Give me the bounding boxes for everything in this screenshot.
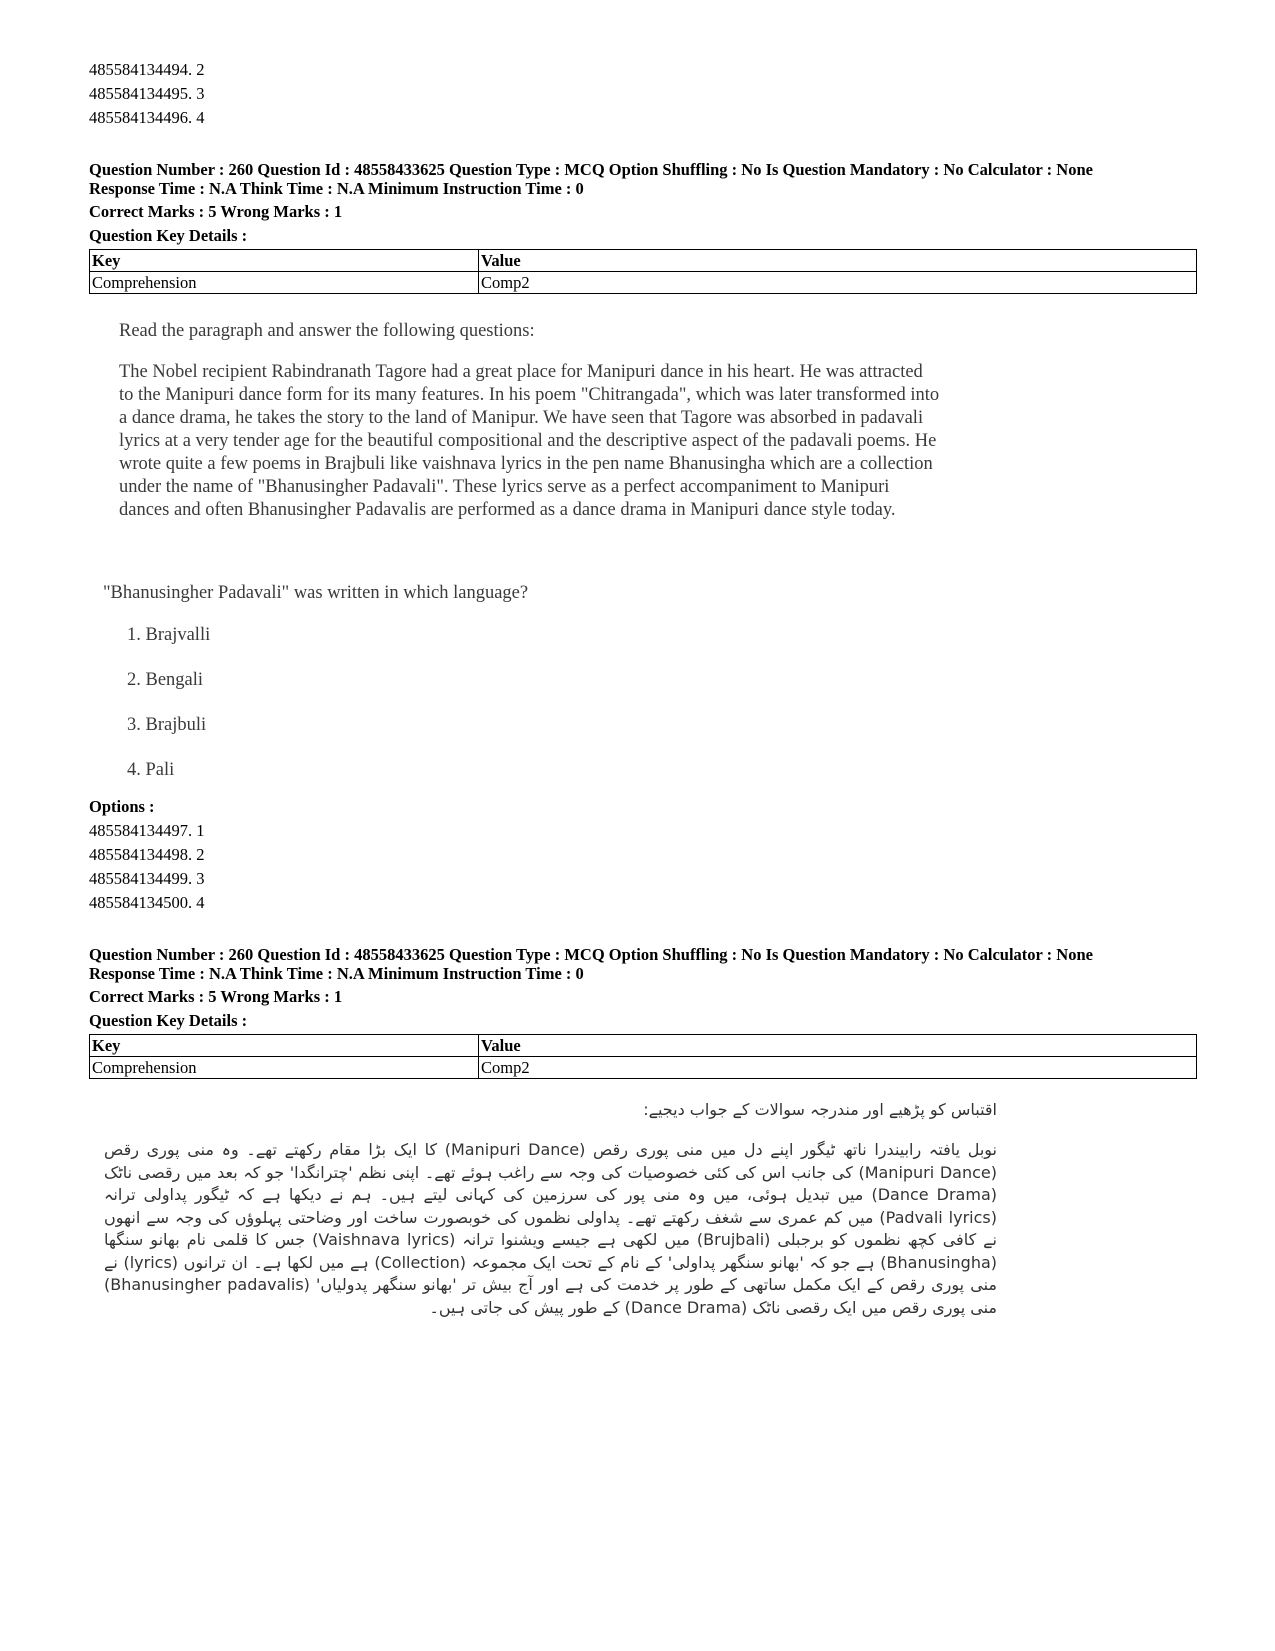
choice-list: [127, 613, 1197, 793]
table-header-row: [90, 250, 1197, 272]
option-id: 485584134499. 3: [89, 869, 205, 888]
table-row: [90, 1057, 1197, 1079]
choice-item: 3. Brajbuli: [127, 715, 207, 735]
question-header: Question Number : 260 Question Id : 48558433625 Question Type : MCQ Option Shuffling : No Is Question Mandatory : No Calculator : None: [89, 160, 1093, 179]
option-id-list: [89, 819, 1197, 915]
passage-line: wrote quite a few poems in Brajbuli like vaishnava lyrics in the pen name Bhanusingha which are a collection: [119, 454, 933, 474]
response-time-line: Response Time : N.A Think Time : N.A Minimum Instruction Time : 0: [89, 179, 584, 198]
marks-line: Correct Marks : 5 Wrong Marks : 1: [89, 987, 343, 1006]
option-id: 485584134495. 3: [89, 84, 205, 103]
key-cell: Comprehension: [90, 1057, 479, 1079]
response-time-line: Response Time : N.A Think Time : N.A Minimum Instruction Time : 0: [89, 964, 584, 983]
table-header-row: [90, 1035, 1197, 1057]
key-header: Key: [90, 250, 479, 272]
passage-line: dances and often Bhanusingher Padavalis are performed as a dance drama in Manipuri dance style today.: [119, 500, 896, 520]
passage-line: The Nobel recipient Rabindranath Tagore had a great place for Manipuri dance in his heart. He was attracted: [119, 362, 923, 382]
marks-line: Correct Marks : 5 Wrong Marks : 1: [89, 202, 343, 221]
option-id: 485584134494. 2: [89, 60, 205, 79]
document-page: [89, 58, 1197, 1319]
urdu-passage-title: اقتباس کو پڑھیے اور مندرجہ سوالات کے جواب دیجیے:: [643, 1100, 997, 1119]
key-details-label: Question Key Details :: [89, 226, 248, 245]
choice-item: 4. Pali: [127, 760, 175, 780]
option-id: 485584134498. 2: [89, 845, 205, 864]
question-header: Question Number : 260 Question Id : 48558433625 Question Type : MCQ Option Shuffling : No Is Question Mandatory : No Calculator : None: [89, 945, 1093, 964]
passage-line: lyrics at a very tender age for the beautiful compositional and the descriptive aspect of the padavali poems. He: [119, 431, 937, 451]
passage-line: under the name of "Bhanusingher Padavali". These lyrics serve as a perfect accompaniment to Manipuri: [119, 477, 890, 497]
key-value-table: [89, 1034, 1197, 1079]
key-value-table: [89, 249, 1197, 294]
key-header: Key: [90, 1035, 479, 1057]
passage-title: Read the paragraph and answer the following questions:: [119, 321, 535, 341]
comprehension-passage: [119, 320, 989, 522]
option-id: 485584134496. 4: [89, 108, 205, 127]
option-id: 485584134497. 1: [89, 821, 205, 840]
options-label: Options :: [89, 797, 155, 816]
key-details-label: Question Key Details :: [89, 1011, 248, 1030]
passage-text: [119, 361, 989, 522]
choice-item: 2. Bengali: [127, 670, 204, 690]
choice-item: 1. Brajvalli: [127, 625, 211, 645]
question-block-urdu: [89, 945, 1197, 1319]
value-cell: Comp2: [479, 272, 1197, 294]
value-cell: Comp2: [479, 1057, 1197, 1079]
top-option-list: [89, 58, 1197, 130]
value-header: Value: [479, 1035, 1197, 1057]
value-header: Value: [479, 250, 1197, 272]
key-cell: Comprehension: [90, 272, 479, 294]
passage-line: a dance drama, he takes the story to the land of Manipur. We have seen that Tagore was absorbed in padavali: [119, 408, 924, 428]
table-row: [90, 272, 1197, 294]
question-text: "Bhanusingher Padavali" was written in which language?: [103, 583, 529, 603]
question-block-english: [89, 160, 1197, 915]
option-id: 485584134500. 4: [89, 893, 205, 912]
urdu-passage-text: نوبل یافتہ رابیندرا ناتھ ٹیگور اپنے دل میں منی پوری رقص (Manipuri Dance) کا ایک بڑا مقام رکھتے تھے۔ وہ منی پوری رقص (Manipuri Dance) کی جانب اس کی کئی خصوصیات کی وجہ سے راغب ہوئے تھے۔ اپنی نظم 'چترانگدا' جو کہ بعد میں رقصی ناٹک (Dance Drama) میں تبدیل ہوئی، میں وہ منی پور کی سرزمین کی کہانی لیتے ہیں۔ ہم نے دیکھا ہے کہ ٹیگور پداولی ترانہ (Padvali lyrics) میں کم عمری سے شغف رکھتے تھے۔ پداولی نظموں کی خوبصورت ساخت اور وضاحتی پہلوؤں کی وجہ سے انھوں نے کافی کچھ نظموں کو برجبلی (Brujbali) میں لکھی ہے جیسے ویشنوا ترانہ (Vaishnava lyrics) جس کا قلمی نام بھانو سنگھا (Bhanusingha) ہے جو کہ 'بھانو سنگھر پداولی' کے نام کے تحت ایک مجموعہ (Collection) ہے میں لکھا ہے۔ ان ترانوں (lyrics) نے منی پوری رقص کے ایک مکمل ساتھی کے طور پر خدمت کی ہے اور آج بیش تر 'بھانو سنگھر پدولیاں' (Bhanusingher padavalis) منی پوری رقص میں ایک رقصی ناٹک (Dance Drama) کے طور پیش کی جاتی ہیں۔: [104, 1140, 998, 1317]
passage-line: to the Manipuri dance form for its many features. In his poem "Chitrangada", which was later transformed into: [119, 385, 940, 405]
